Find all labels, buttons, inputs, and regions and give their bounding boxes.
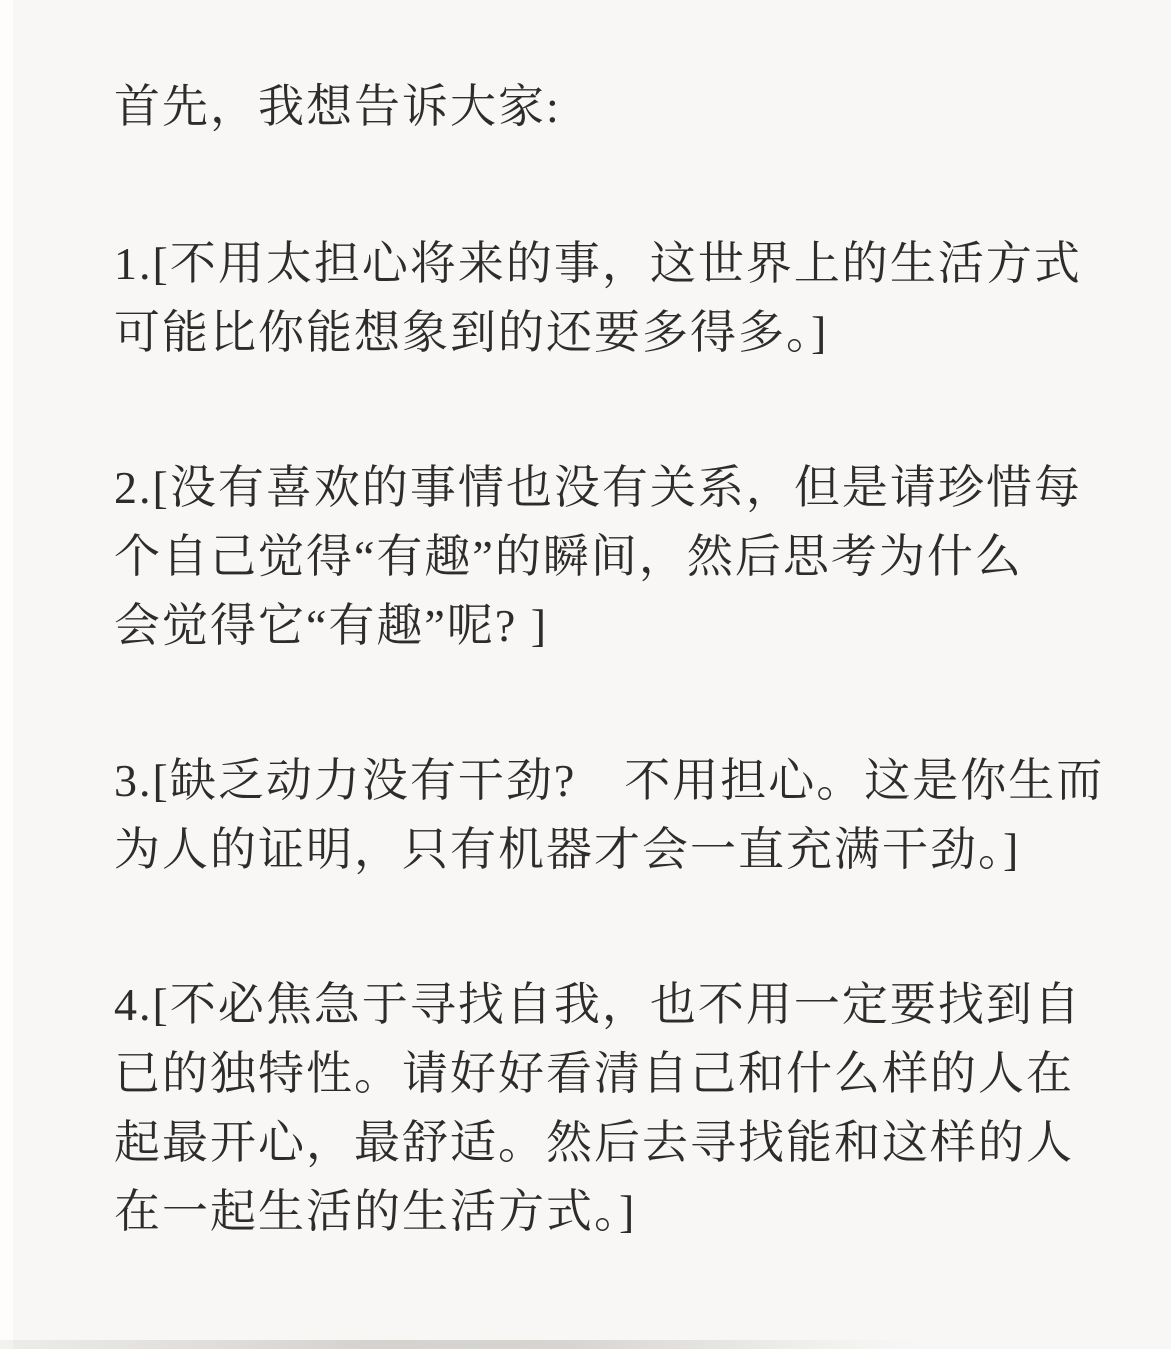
intro-line: 首先，我想告诉大家: [114, 81, 561, 132]
paragraph-1 [114, 229, 1111, 367]
paragraph-2-line-2: 个自己觉得“有趣”的瞬间，然后思考为什么 [114, 531, 1023, 582]
bottom-shadow [0, 1340, 920, 1349]
left-edge-highlight [0, 0, 13, 1349]
text-content [114, 72, 1111, 1332]
paragraph-1-line-1: 1.[不用太担心将来的事，这世界上的生活方式 [114, 238, 1082, 289]
paragraph-2-line-3: 会觉得它“有趣”呢? ] [114, 600, 549, 651]
paragraph-1-line-2: 可能比你能想象到的还要多得多。] [114, 307, 829, 358]
paragraph-4-line-1: 4.[不必焦急于寻找自我，也不用一定要找到自 [114, 979, 1082, 1030]
paragraph-3 [114, 746, 1111, 884]
paragraph-3-line-1: 3.[缺乏动力没有干劲? 不用担心。这是你生而 [114, 755, 1105, 806]
paragraph-3-line-2: 为人的证明，只有机器才会一直充满干劲。] [114, 824, 1021, 875]
paragraph-4-line-2: 已的独特性。请好好看清自己和什么样的人在 [114, 1048, 1074, 1099]
paragraph-4-line-3: 起最开心，最舒适。然后去寻找能和这样的人 [114, 1117, 1074, 1168]
paragraph-4 [114, 970, 1111, 1246]
paragraph-4-line-4: 在一起生活的生活方式。] [114, 1186, 637, 1237]
paragraph-2-line-1: 2.[没有喜欢的事情也没有关系，但是请珍惜每 [114, 462, 1082, 513]
paragraph-2 [114, 453, 1111, 660]
